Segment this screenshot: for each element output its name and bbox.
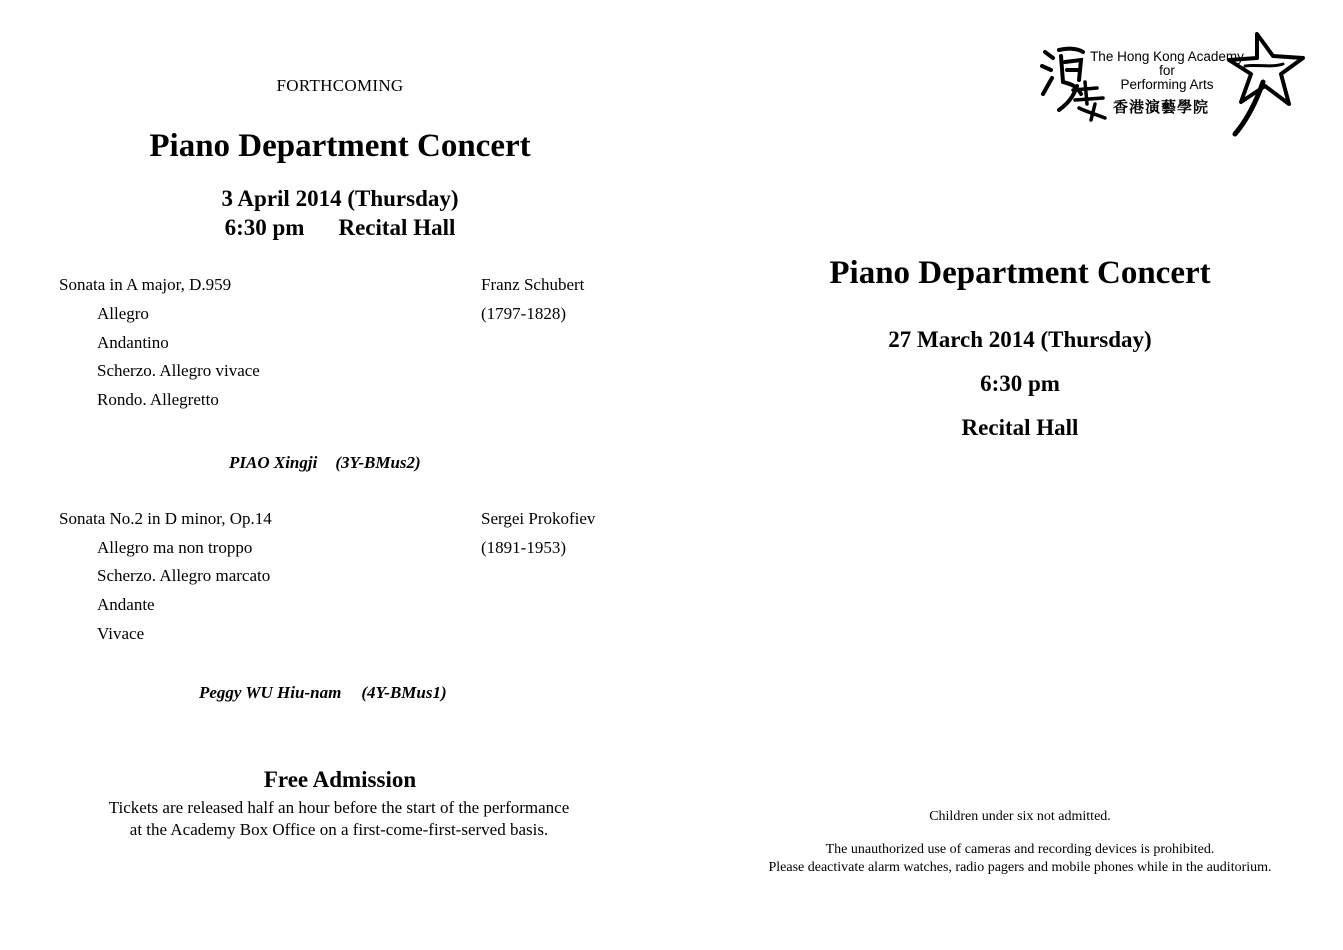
composer-name: Sergei Prokofiev bbox=[481, 509, 596, 528]
children-notice: Children under six not admitted. bbox=[929, 809, 1111, 824]
academy-name-line-2: for bbox=[1159, 63, 1175, 78]
house-rules bbox=[700, 841, 1340, 877]
movement: Andante bbox=[97, 595, 155, 614]
forthcoming-venue: Recital Hall bbox=[338, 215, 456, 240]
performer-name: PIAO Xingji bbox=[229, 453, 318, 472]
star-icon bbox=[1227, 30, 1307, 138]
academy-name-zh: 香港演藝學院 bbox=[1113, 98, 1210, 116]
movement: Allegro bbox=[97, 304, 149, 323]
work-title: Sonata No.2 in D minor, Op.14 bbox=[59, 509, 272, 528]
academy-logo bbox=[1037, 30, 1307, 140]
movement: Vivace bbox=[97, 624, 145, 643]
movement: Scherzo. Allegro vivace bbox=[97, 361, 260, 380]
movement: Allegro ma non troppo bbox=[97, 538, 253, 557]
performer bbox=[199, 678, 447, 707]
performer-class: (3Y-BMus2) bbox=[335, 453, 421, 472]
admission-line-1: Tickets are released half an hour before the start of the performance bbox=[108, 798, 570, 817]
concert-venue: Recital Hall bbox=[961, 415, 1079, 440]
movement: Rondo. Allegretto bbox=[97, 390, 219, 409]
academy-name-line-1: The Hong Kong Academy bbox=[1090, 49, 1244, 64]
work-title: Sonata in A major, D.959 bbox=[59, 275, 232, 294]
forthcoming-concert-title: Piano Department Concert bbox=[149, 128, 531, 164]
forthcoming-date: 3 April 2014 (Thursday) bbox=[221, 186, 459, 211]
performer bbox=[229, 448, 421, 477]
performer-class: (4Y-BMus1) bbox=[361, 683, 447, 702]
device-notice: Please deactivate alarm watches, radio pagers and mobile phones while in the auditorium. bbox=[768, 860, 1272, 875]
camera-notice: The unauthorized use of cameras and recording devices is prohibited. bbox=[825, 842, 1215, 857]
composer-name: Franz Schubert bbox=[481, 275, 585, 294]
free-admission-title: Free Admission bbox=[263, 767, 417, 792]
forthcoming-label: FORTHCOMING bbox=[276, 76, 404, 95]
movement: Scherzo. Allegro marcato bbox=[97, 566, 271, 585]
academy-name-line-3: Performing Arts bbox=[1120, 77, 1214, 92]
dancer-star-mark bbox=[1227, 30, 1307, 138]
forthcoming-date-block bbox=[140, 184, 540, 242]
forthcoming-time: 6:30 pm bbox=[224, 215, 305, 240]
admission-details bbox=[40, 797, 638, 841]
concert-time: 6:30 pm bbox=[980, 371, 1060, 396]
performer-name: Peggy WU Hiu-nam bbox=[199, 683, 342, 702]
composer-years: (1891-1953) bbox=[481, 538, 566, 557]
academy-name-en bbox=[1087, 50, 1247, 92]
forthcoming-time-venue bbox=[140, 213, 540, 242]
movement: Andantino bbox=[97, 333, 169, 352]
admission-line-2: at the Academy Box Office on a first-come-first-served basis. bbox=[129, 820, 549, 839]
composer-years: (1797-1828) bbox=[481, 304, 566, 323]
concert-date: 27 March 2014 (Thursday) bbox=[888, 327, 1152, 352]
concert-title: Piano Department Concert bbox=[829, 255, 1211, 291]
